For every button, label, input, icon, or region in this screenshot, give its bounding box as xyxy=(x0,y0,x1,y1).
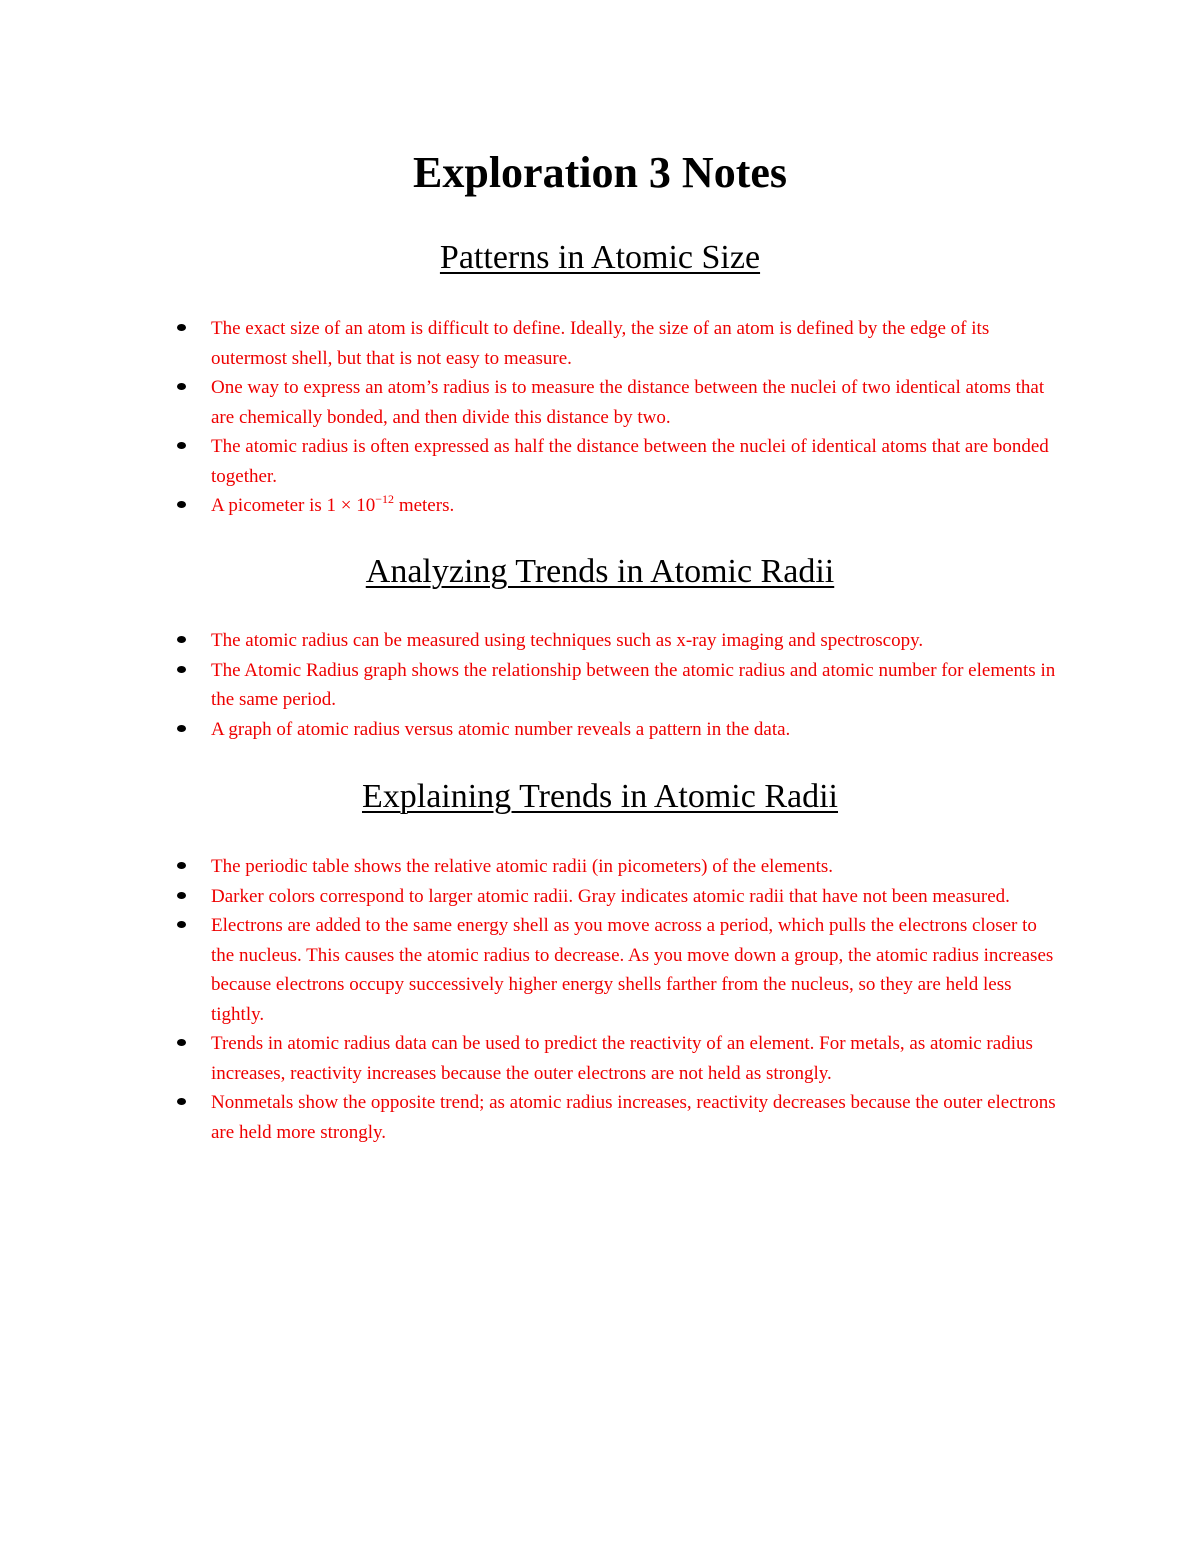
bullet-dot-icon xyxy=(177,383,186,390)
bullet-dot-icon xyxy=(177,725,186,732)
list-item xyxy=(211,373,1061,432)
section-heading-analyzing: Analyzing Trends in Atomic Radii xyxy=(365,553,835,590)
list-item xyxy=(211,882,1061,912)
list-item xyxy=(211,656,1061,715)
list-item xyxy=(211,1088,1061,1147)
exponent: −12 xyxy=(375,492,395,506)
list-item xyxy=(211,626,1061,656)
bullet-text: One way to express an atom’s radius is to measure the distance between the nuclei of two identical atoms that are chemically bonded, and then divide this distance by two. xyxy=(211,377,1045,428)
bullet-text: Nonmetals show the opposite trend; as atomic radius increases, reactivity decreases because the outer electrons are held more strongly. xyxy=(211,1092,1056,1143)
bullet-text: The exact size of an atom is difficult to define. Ideally, the size of an atom is defined by the edge of its outermost shell, but that is not easy to measure. xyxy=(211,318,990,369)
bullet-text: Trends in atomic radius data can be used to predict the reactivity of an element. For metals, as atomic radius increases, reactivity increases because the outer electrons are not held as strongly. xyxy=(211,1033,1033,1084)
bullet-dot-icon xyxy=(177,921,186,928)
bullet-text: The Atomic Radius graph shows the relationship between the atomic radius and atomic number for elements in the same period. xyxy=(211,659,1056,710)
bullet-text-before: A picometer is 1 × 10 xyxy=(211,495,376,516)
document-title: Exploration 3 Notes xyxy=(413,148,787,197)
bullet-text: Darker colors correspond to larger atomic radii. Gray indicates atomic radii that have not been measured. xyxy=(211,885,1010,907)
section-heading-explaining: Explaining Trends in Atomic Radii xyxy=(361,778,839,815)
bullet-dot-icon xyxy=(177,324,186,331)
section-heading-patterns: Patterns in Atomic Size xyxy=(439,239,761,276)
bullet-dot-icon xyxy=(177,501,186,508)
list-item xyxy=(211,491,1061,521)
bullet-text: Electrons are added to the same energy shell as you move across a period, which pulls the electrons closer to the nucleus. This causes the atomic radius to decrease. As you move down a group, the atomic radius increases because electrons occupy successively higher energy shells farther from the nucleus, so they are held less tightly. xyxy=(211,915,1054,1025)
list-item xyxy=(211,314,1061,373)
bullet-dot-icon xyxy=(177,1039,186,1046)
bullet-dot-icon xyxy=(177,1098,186,1105)
bullet-dot-icon xyxy=(177,442,186,449)
bullet-text: The periodic table shows the relative atomic radii (in picometers) of the elements. xyxy=(211,856,834,877)
bullet-dot-icon xyxy=(177,862,186,869)
bullet-text-after: meters. xyxy=(394,495,455,516)
bullet-text: The atomic radius can be measured using techniques such as x-ray imaging and spectroscopy. xyxy=(211,630,924,651)
bullet-list-patterns xyxy=(211,314,1061,521)
bullet-text: A graph of atomic radius versus atomic number reveals a pattern in the data. xyxy=(211,718,791,740)
bullet-list-analyzing xyxy=(211,626,1061,744)
bullet-dot-icon xyxy=(177,636,186,643)
bullet-dot-icon xyxy=(177,666,186,673)
list-item xyxy=(211,715,1061,745)
bullet-dot-icon xyxy=(177,892,186,899)
bullet-list-explaining xyxy=(211,852,1061,1147)
bullet-text: The atomic radius is often expressed as half the distance between the nuclei of identical atoms that are bonded together. xyxy=(211,436,1049,487)
list-item xyxy=(211,1029,1061,1088)
list-item xyxy=(211,432,1061,491)
list-item xyxy=(211,911,1061,1029)
list-item xyxy=(211,852,1061,882)
